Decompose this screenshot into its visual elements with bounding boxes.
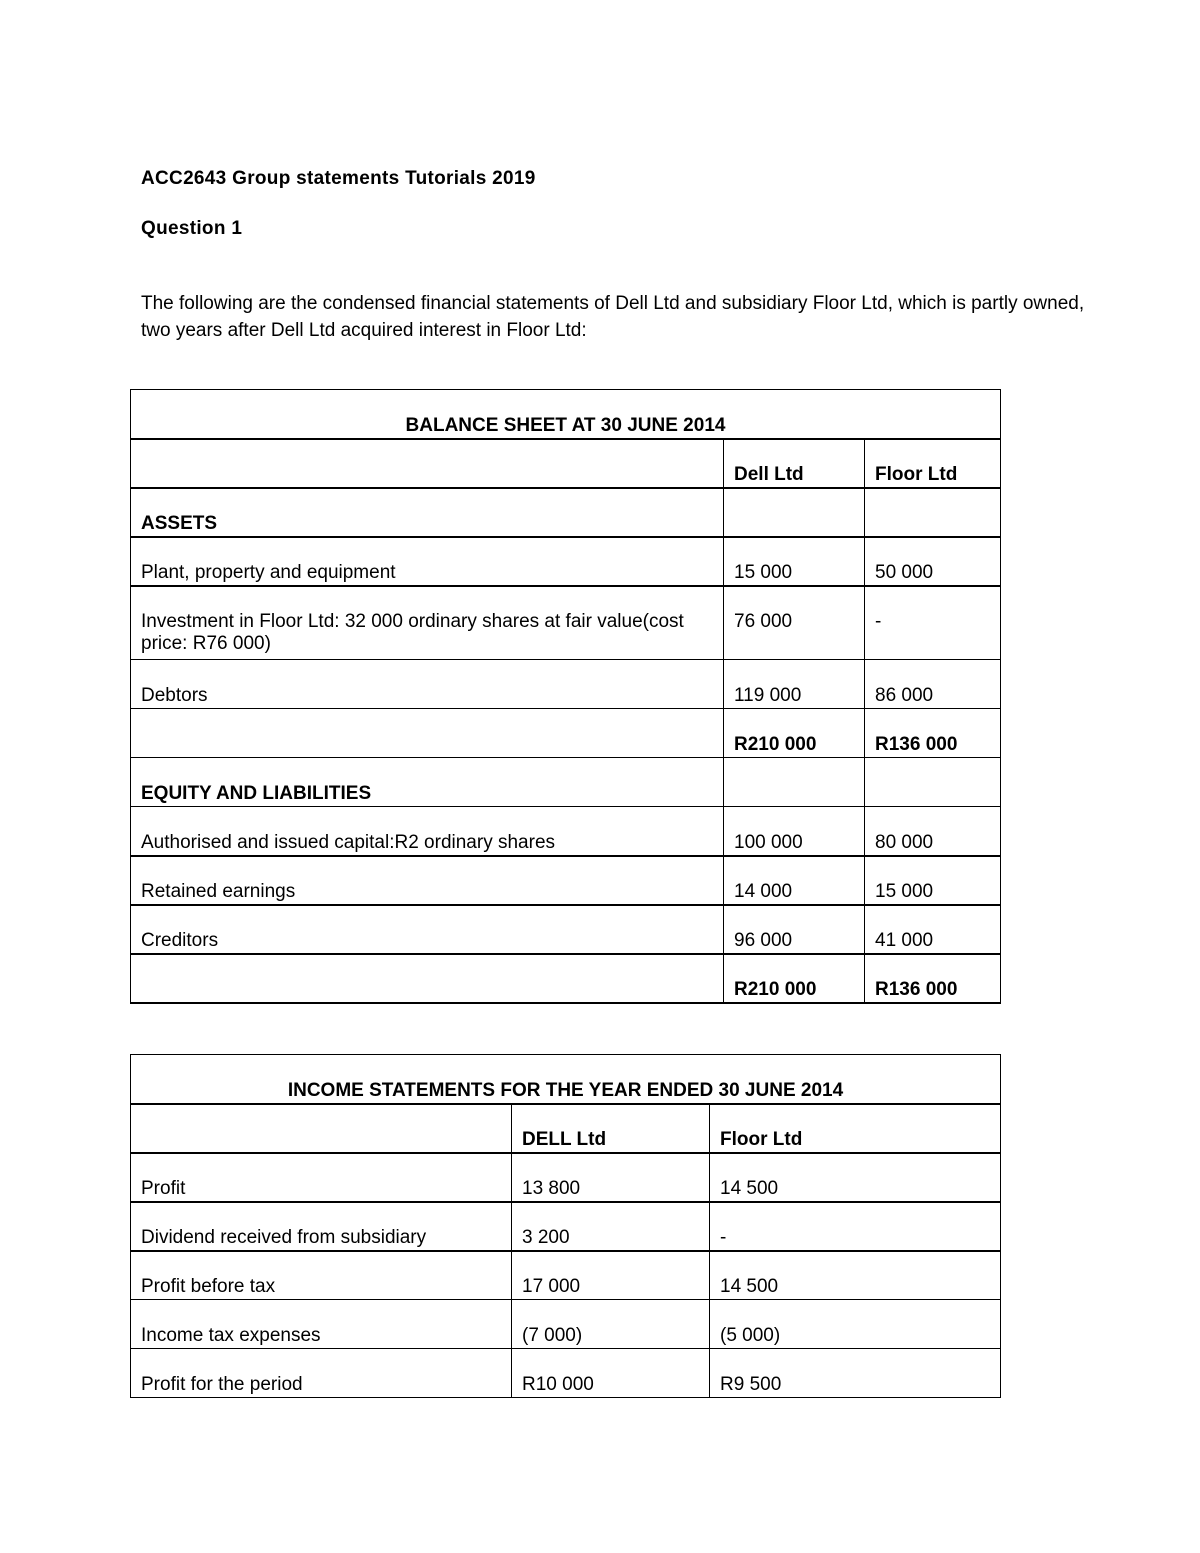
income-statement-table [130, 1054, 1001, 1398]
row-label: Debtors [131, 660, 724, 709]
floor-total: R136 000 [865, 709, 1001, 758]
total-row [131, 954, 1001, 1003]
floor-value: 15 000 [865, 856, 1001, 905]
table-row [131, 537, 1001, 586]
floor-value: R9 500 [710, 1349, 1001, 1398]
table-row [131, 660, 1001, 709]
floor-value: - [710, 1202, 1001, 1251]
empty-cell [131, 1104, 512, 1153]
row-label: Retained earnings [131, 856, 724, 905]
balance-sheet-table [130, 389, 1001, 1004]
table-row [131, 1349, 1001, 1398]
empty-cell [131, 439, 724, 488]
table-header-row [131, 439, 1001, 488]
empty-cell [131, 709, 724, 758]
assets-heading: ASSETS [131, 488, 724, 537]
dell-value: 15 000 [724, 537, 865, 586]
row-label: Creditors [131, 905, 724, 954]
row-label: Income tax expenses [131, 1300, 512, 1349]
floor-value: - [865, 586, 1001, 660]
table-row [131, 1300, 1001, 1349]
table-header-row [131, 1104, 1001, 1153]
empty-cell [131, 954, 724, 1003]
column-header-floor: Floor Ltd [710, 1104, 1001, 1153]
dell-value: R10 000 [512, 1349, 710, 1398]
dell-value: 3 200 [512, 1202, 710, 1251]
table-row [131, 807, 1001, 856]
question-heading: Question 1 [141, 218, 243, 239]
row-label: Plant, property and equipment [131, 537, 724, 586]
table-row [131, 856, 1001, 905]
section-heading-row [131, 758, 1001, 807]
floor-value: 14 500 [710, 1251, 1001, 1300]
dell-value: 96 000 [724, 905, 865, 954]
empty-cell [865, 488, 1001, 537]
page-title: ACC2643 Group statements Tutorials 2019 [141, 168, 536, 189]
floor-total: R136 000 [865, 954, 1001, 1003]
table-row [131, 1153, 1001, 1202]
row-label: Profit before tax [131, 1251, 512, 1300]
dell-value: 100 000 [724, 807, 865, 856]
dell-total: R210 000 [724, 954, 865, 1003]
empty-cell [865, 758, 1001, 807]
empty-cell [724, 488, 865, 537]
section-heading-row [131, 488, 1001, 537]
dell-value: 13 800 [512, 1153, 710, 1202]
total-row [131, 709, 1001, 758]
table-row [131, 586, 1001, 660]
dell-value: (7 000) [512, 1300, 710, 1349]
table-row [131, 1202, 1001, 1251]
row-label: Dividend received from subsidiary [131, 1202, 512, 1251]
table-title-row [131, 390, 1001, 439]
floor-value: 14 500 [710, 1153, 1001, 1202]
floor-value: 80 000 [865, 807, 1001, 856]
equity-heading: EQUITY AND LIABILITIES [131, 758, 724, 807]
column-header-dell: DELL Ltd [512, 1104, 710, 1153]
row-label: Profit for the period [131, 1349, 512, 1398]
balance-sheet-title: BALANCE SHEET AT 30 JUNE 2014 [131, 390, 1001, 439]
dell-total: R210 000 [724, 709, 865, 758]
dell-value: 119 000 [724, 660, 865, 709]
floor-value: 50 000 [865, 537, 1001, 586]
floor-value: 41 000 [865, 905, 1001, 954]
dell-value: 14 000 [724, 856, 865, 905]
empty-cell [724, 758, 865, 807]
intro-paragraph: The following are the condensed financial statements of Dell Ltd and subsidiary Floor Ltd, which is partly owned, two years after Dell Ltd acquired interest in Floor Ltd: [141, 293, 1085, 341]
dell-value: 17 000 [512, 1251, 710, 1300]
floor-value: (5 000) [710, 1300, 1001, 1349]
income-statement-title: INCOME STATEMENTS FOR THE YEAR ENDED 30 JUNE 2014 [131, 1055, 1001, 1104]
table-row [131, 905, 1001, 954]
row-label: Authorised and issued capital:R2 ordinary shares [131, 807, 724, 856]
dell-value: 76 000 [724, 586, 865, 660]
column-header-floor: Floor Ltd [865, 439, 1001, 488]
floor-value: 86 000 [865, 660, 1001, 709]
column-header-dell: Dell Ltd [724, 439, 865, 488]
table-title-row [131, 1055, 1001, 1104]
row-label: Investment in Floor Ltd: 32 000 ordinary shares at fair value(cost price: R76 000) [131, 586, 724, 660]
row-label: Profit [131, 1153, 512, 1202]
table-row [131, 1251, 1001, 1300]
